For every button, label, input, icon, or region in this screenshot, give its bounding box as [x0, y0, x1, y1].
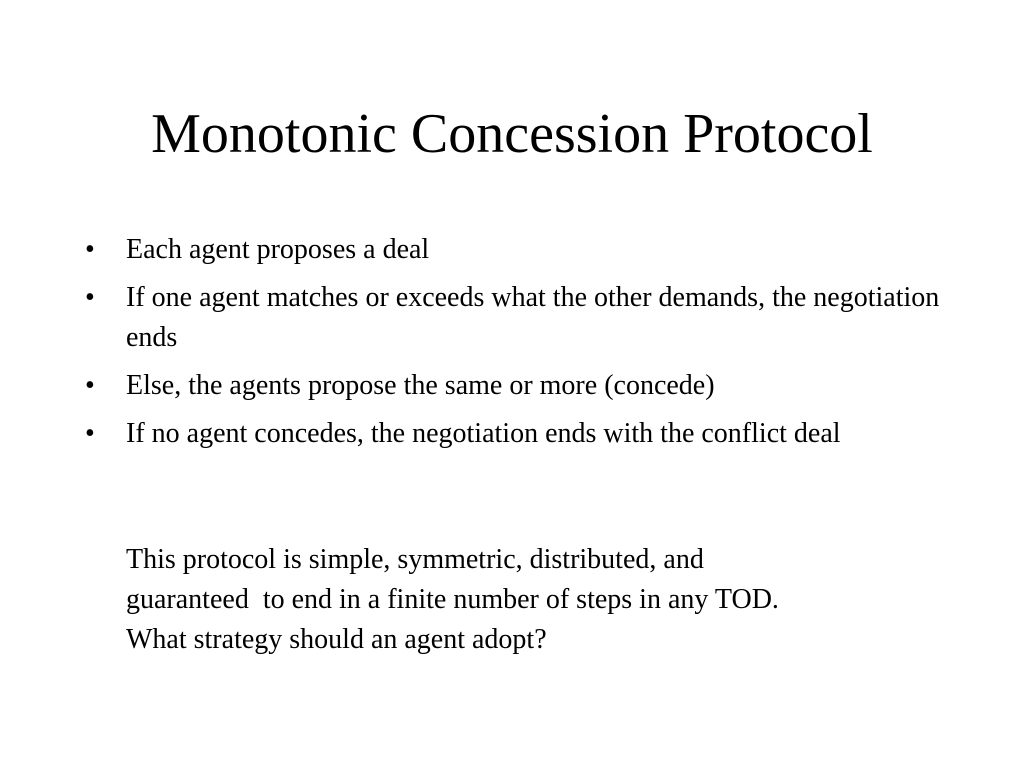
slide-title: Monotonic Concession Protocol — [151, 103, 873, 165]
bullet-marker: • — [85, 282, 95, 313]
bullet-marker: • — [85, 418, 95, 449]
bullet-text: If no agent concedes, the negotiation ends with the conflict deal — [126, 418, 841, 449]
bullet-marker: • — [85, 234, 95, 265]
bullet-list — [85, 230, 965, 462]
bullet-item-match — [85, 278, 965, 358]
bullet-text: If one agent matches or exceeds what the other demands, the negotiation ends — [126, 282, 940, 353]
protocol-note — [126, 540, 976, 660]
bullet-item-conflict — [85, 414, 965, 454]
bullet-text: Else, the agents propose the same or more (concede) — [126, 370, 715, 401]
bullet-marker: • — [85, 370, 95, 401]
bullet-text: Each agent proposes a deal — [126, 234, 430, 265]
note-line: guaranteed to end in a finite number of steps in any TOD. — [126, 584, 779, 615]
note-line: This protocol is simple, symmetric, distributed, and — [126, 544, 704, 575]
bullet-item-concede — [85, 366, 965, 406]
note-line: What strategy should an agent adopt? — [126, 624, 547, 655]
bullet-item-proposal — [85, 230, 965, 270]
